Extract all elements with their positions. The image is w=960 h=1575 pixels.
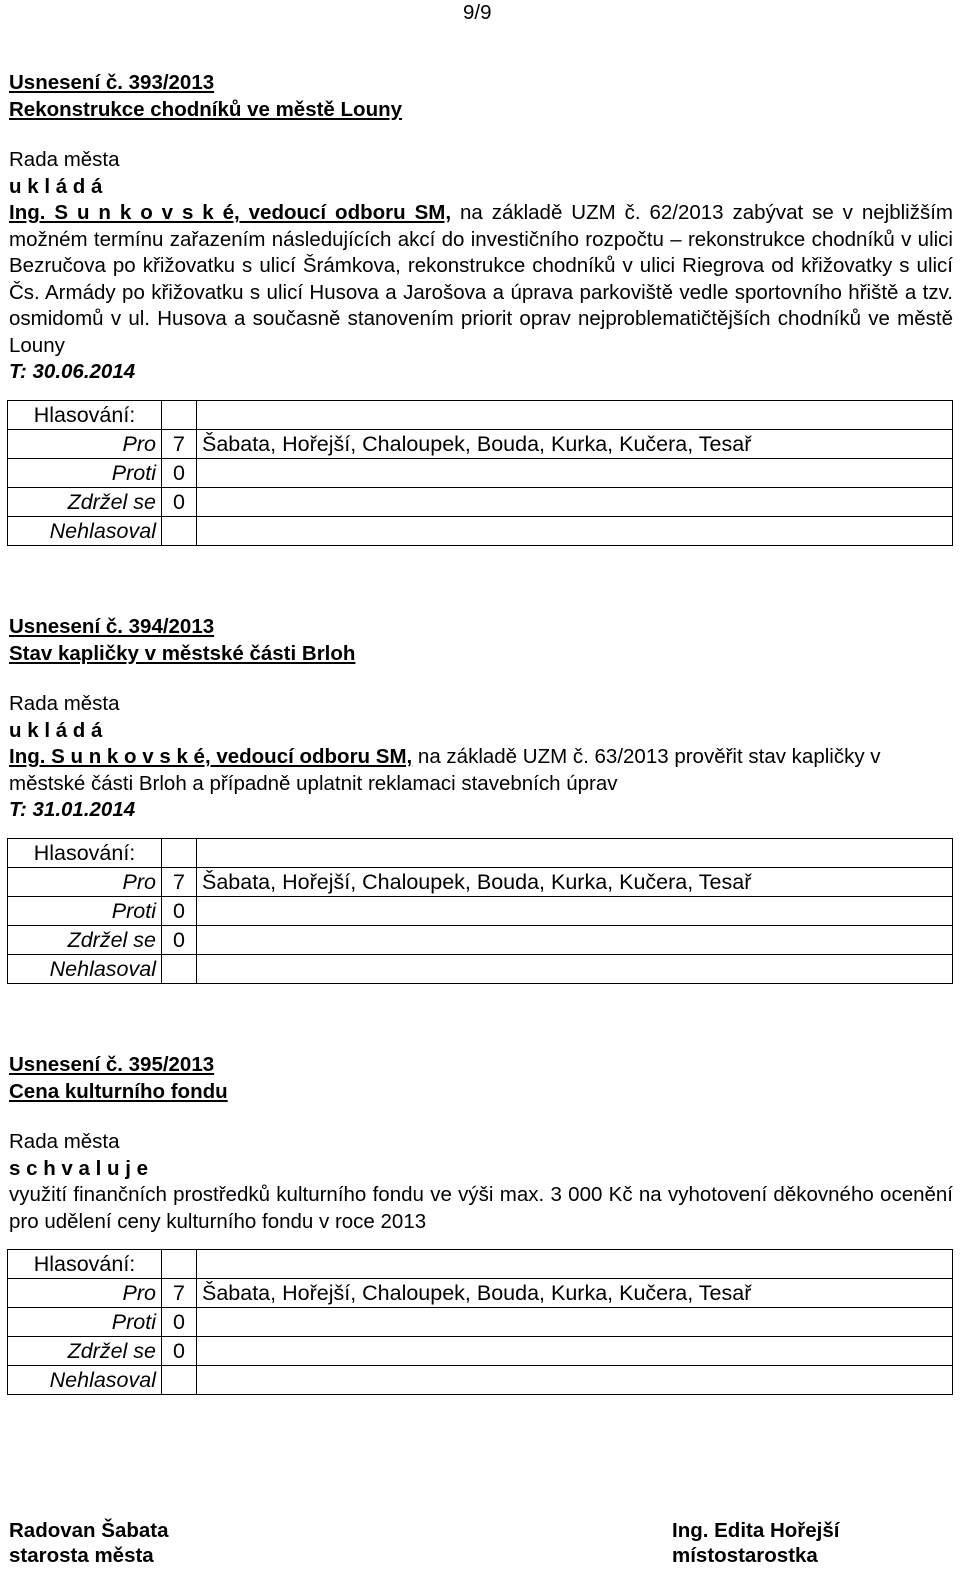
resolution-text-body: na základě UZM č. 62/2013 zabývat se v nejbližším možném termínu zařazením následujících akcí do investičního rozpočtu – rekonstrukce chodníků v ulici Bezručova po křižovatku s ulicí Šrámkova, rekonstrukce chodníků v ulici Riegrova od křižovatky s ulicí Čs. Armády po křižovatku s ulicí Husova a Jarošova a úprava parkoviště vedle sportovního hřiště a tzv. osmidomů v ul. Husova a současně stanovením priorit oprav nejproblematičtějších chodníků ve městě Louny	[9, 201, 953, 357]
vote-label-nehlasoval: Nehlasoval	[8, 954, 162, 983]
signature-role: místostarostka	[672, 1544, 818, 1567]
vote-header: Hlasování:	[8, 838, 162, 867]
resolution-395	[9, 1052, 953, 1395]
resolution-deadline: T: 31.01.2014	[9, 798, 136, 821]
vote-table	[7, 838, 953, 984]
resolution-verb: u k l á d á	[9, 174, 103, 198]
vote-count-proti: 0	[162, 1308, 197, 1337]
resolution-body: Rada města	[9, 148, 120, 171]
vote-table	[7, 400, 953, 546]
resolution-number: Usnesení č. 394/2013	[9, 615, 215, 638]
vote-label-nehlasoval: Nehlasoval	[8, 1366, 162, 1395]
vote-names-pro: Šabata, Hořejší, Chaloupek, Bouda, Kurka, Kučera, Tesař	[197, 1279, 953, 1308]
vote-count-nehlasoval	[162, 516, 197, 545]
signature-right	[672, 1518, 839, 1568]
resolution-body: Rada města	[9, 1130, 120, 1153]
vote-names-zdrzel	[197, 925, 953, 954]
vote-names-nehlasoval	[197, 954, 953, 983]
vote-label-proti: Proti	[8, 896, 162, 925]
vote-names-proti	[197, 458, 953, 487]
resolution-body: Rada města	[9, 692, 120, 715]
vote-count-proti: 0	[162, 458, 197, 487]
resolution-assignee: Ing. S u n k o v s k é, vedoucí odboru SM,	[9, 745, 413, 768]
vote-label-nehlasoval: Nehlasoval	[8, 516, 162, 545]
vote-count-pro: 7	[162, 429, 197, 458]
resolution-verb: u k l á d á	[9, 718, 103, 742]
resolution-verb: s c h v a l u j e	[9, 1156, 149, 1180]
resolution-number: Usnesení č. 393/2013	[9, 71, 215, 94]
vote-header: Hlasování:	[8, 1250, 162, 1279]
vote-count-zdrzel: 0	[162, 487, 197, 516]
resolution-text	[9, 200, 953, 359]
vote-label-zdrzel: Zdržel se	[8, 925, 162, 954]
vote-names-pro: Šabata, Hořejší, Chaloupek, Bouda, Kurka, Kučera, Tesař	[197, 867, 953, 896]
vote-count-zdrzel: 0	[162, 925, 197, 954]
vote-header: Hlasování:	[8, 400, 162, 429]
resolution-text	[9, 744, 953, 797]
vote-label-proti: Proti	[8, 458, 162, 487]
signature-name: Ing. Edita Hořejší	[672, 1519, 840, 1542]
vote-label-pro: Pro	[8, 429, 162, 458]
vote-names-proti	[197, 896, 953, 925]
vote-label-pro: Pro	[8, 867, 162, 896]
vote-count-pro: 7	[162, 867, 197, 896]
vote-count-zdrzel: 0	[162, 1337, 197, 1366]
vote-count-nehlasoval	[162, 1366, 197, 1395]
vote-names-zdrzel	[197, 487, 953, 516]
resolution-deadline: T: 30.06.2014	[9, 360, 136, 383]
signature-left	[9, 1518, 169, 1568]
vote-names-pro: Šabata, Hořejší, Chaloupek, Bouda, Kurka, Kučera, Tesař	[197, 429, 953, 458]
vote-label-zdrzel: Zdržel se	[8, 487, 162, 516]
vote-label-zdrzel: Zdržel se	[8, 1337, 162, 1366]
vote-names-nehlasoval	[197, 516, 953, 545]
vote-count-pro: 7	[162, 1279, 197, 1308]
page-number: 9/9	[463, 1, 492, 24]
vote-label-pro: Pro	[8, 1279, 162, 1308]
resolution-number: Usnesení č. 395/2013	[9, 1053, 215, 1076]
vote-names-nehlasoval	[197, 1366, 953, 1395]
resolution-393	[9, 70, 953, 546]
resolution-394	[9, 614, 953, 984]
vote-label-proti: Proti	[8, 1308, 162, 1337]
vote-names-proti	[197, 1308, 953, 1337]
resolution-text: využití finančních prostředků kulturního fondu ve výši max. 3 000 Kč na vyhotovení děkovného ocenění pro udělení ceny kulturního fondu v roce 2013	[9, 1183, 953, 1233]
vote-count-nehlasoval	[162, 954, 197, 983]
resolution-title: Stav kapličky v městské části Brloh	[9, 641, 356, 665]
signature-role: starosta města	[9, 1544, 154, 1567]
resolution-assignee: Ing. S u n k o v s k é, vedoucí odboru SM,	[9, 201, 452, 224]
resolution-title: Rekonstrukce chodníků ve městě Louny	[9, 97, 403, 121]
vote-table	[7, 1249, 953, 1395]
signature-name: Radovan Šabata	[9, 1519, 169, 1542]
vote-count-proti: 0	[162, 896, 197, 925]
resolution-title: Cena kulturního fondu	[9, 1079, 228, 1103]
resolution-text-body: na základě UZM č. 63/2013 prověřit stav kapličky v městské části Brloh a případně uplatnit reklamaci stavebních úprav	[9, 745, 881, 795]
vote-names-zdrzel	[197, 1337, 953, 1366]
